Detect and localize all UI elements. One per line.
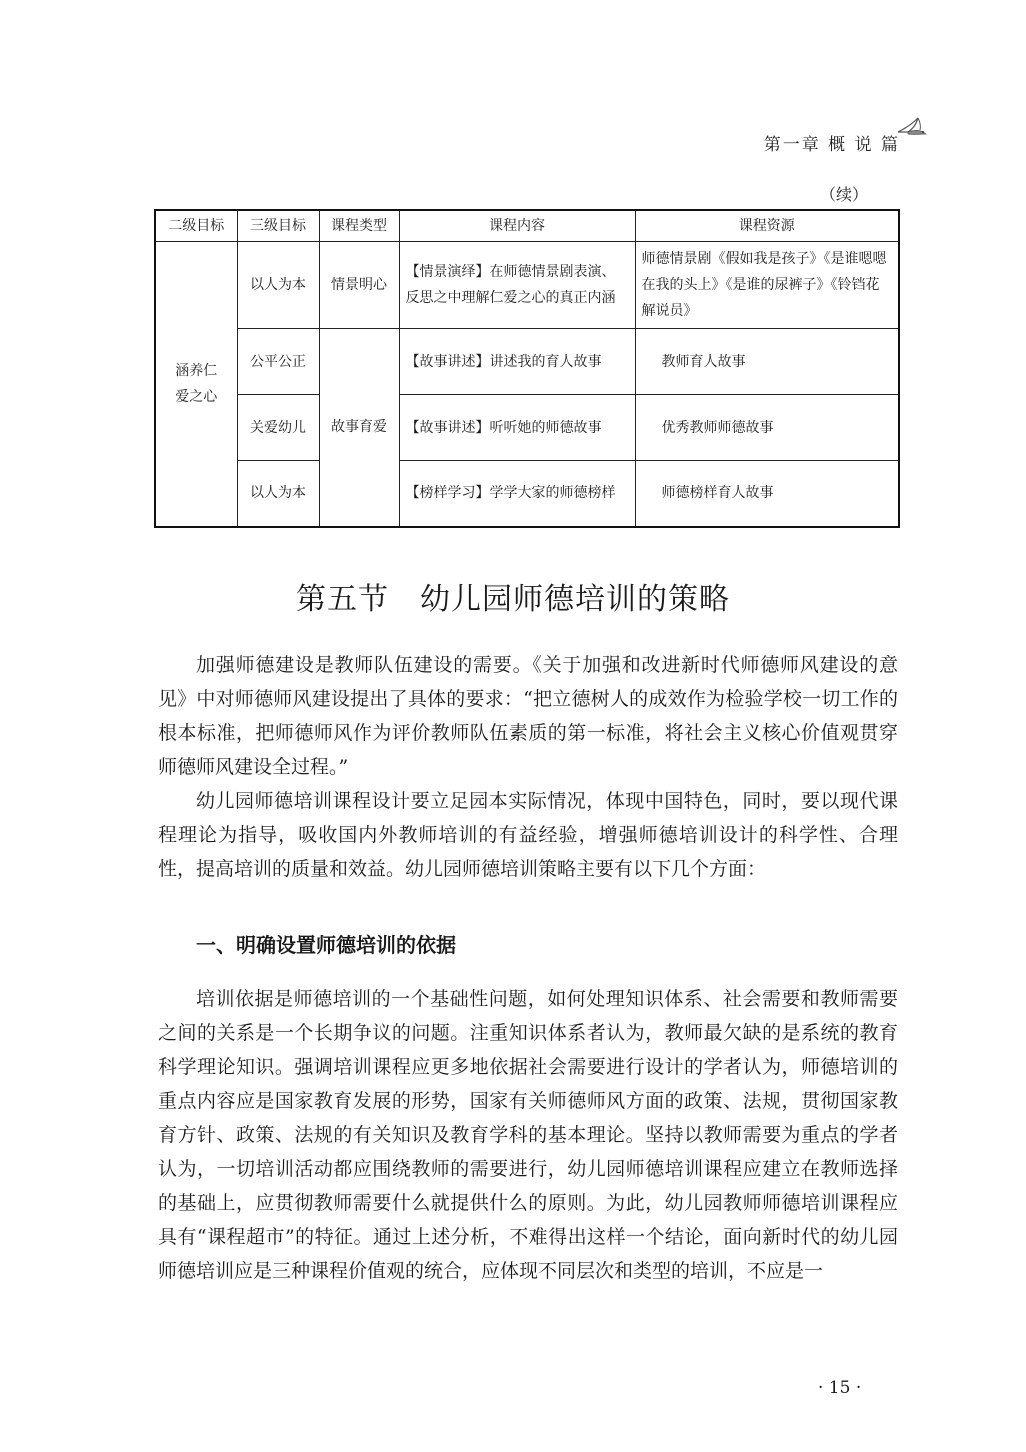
course-resource-cell: 优秀教师师德故事 xyxy=(635,395,899,461)
level3-goal-cell: 以人为本 xyxy=(237,461,319,527)
course-content-cell: 【故事讲述】听听她的师德故事 xyxy=(399,395,635,461)
course-type-cell: 情景明心 xyxy=(319,242,399,329)
paragraph: 幼儿园师德培训课程设计要立足园本实际情况，体现中国特色，同时，要以现代课程理论为指导，吸收国内外教师培训的有益经验，增强师德培训设计的科学性、合理性，提高培训的质量和效益。幼儿园师德培训策略主要有以下几个方面： xyxy=(158,790,898,880)
table-continued-mark: （续） xyxy=(820,185,869,204)
intro-text xyxy=(158,648,898,886)
level3-goal-cell: 公平公正 xyxy=(237,329,319,395)
subsection-text xyxy=(158,982,898,1288)
paragraph: 加强师德建设是教师队伍建设的需要。《关于加强和改进新时代师德师风建设的意见》中对师德师风建设提出了具体的要求：“把立德树人的成效作为检验学校一切工作的根本标准，把师德师风作为评价教师队伍素质的第一标准，将社会主义核心价值观贯穿师德师风建设全过程。” xyxy=(158,654,898,778)
table-header-row xyxy=(155,210,899,242)
section-title: 第五节 幼儿园师德培训的策略 xyxy=(296,582,730,617)
course-table xyxy=(154,209,900,528)
table-row xyxy=(155,461,899,527)
table-row xyxy=(155,329,899,395)
course-content-cell: 【故事讲述】讲述我的育人故事 xyxy=(399,329,635,395)
table-header-cell: 二级目标 xyxy=(155,210,237,242)
table-header-cell: 课程资源 xyxy=(635,210,899,242)
subsection-title: 一、明确设置师德培训的依据 xyxy=(196,933,456,957)
bird-icon xyxy=(896,112,928,142)
course-type-cell: 故事育爱 xyxy=(319,329,399,527)
table-row xyxy=(155,242,899,329)
course-resource-cell: 教师育人故事 xyxy=(635,329,899,395)
course-resource-cell: 师德情景剧《假如我是孩子》《是谁嗯嗯在我的头上》《是谁的尿裤子》《铃铛花解说员》 xyxy=(635,242,899,329)
level3-goal-cell: 关爱幼儿 xyxy=(237,395,319,461)
table-row xyxy=(155,395,899,461)
chapter-title: 第一章 概 说 篇 xyxy=(763,135,900,155)
level2-goal-cell: 涵养仁爱之心 xyxy=(155,242,237,527)
course-resource-cell: 师德榜样育人故事 xyxy=(635,461,899,527)
page-number: · 15 · xyxy=(818,1378,862,1398)
table-header-cell: 课程内容 xyxy=(399,210,635,242)
course-content-cell: 【榜样学习】学学大家的师德榜样 xyxy=(399,461,635,527)
table-header-cell: 课程类型 xyxy=(319,210,399,242)
level3-goal-cell: 以人为本 xyxy=(237,242,319,329)
running-head xyxy=(700,112,930,162)
paragraph: 培训依据是师德培训的一个基础性问题，如何处理知识体系、社会需要和教师需要之间的关系是一个长期争议的问题。注重知识体系者认为，教师最欠缺的是系统的教育科学理论知识。强调培训课程应更多地依据社会需要进行设计的学者认为，师德培训的重点内容应是国家教育发展的形势，国家有关师德师风方面的政策、法规，贯彻国家教育方针、政策、法规的有关知识及教育学科的基本理论。坚持以教师需要为重点的学者认为，一切培训活动都应围绕教师的需要进行，幼儿园师德培训课程应建立在教师选择的基础上，应贯彻教师需要什么就提供什么的原则。为此，幼儿园教师师德培训课程应具有“课程超市”的特征。通过上述分析，不难得出这样一个结论，面向新时代的幼儿园师德培训应是三种课程价值观的统合，应体现不同层次和类型的培训，不应是一 xyxy=(158,988,898,1282)
course-content-cell: 【情景演绎】在师德情景剧表演、反思之中理解仁爱之心的真正内涵 xyxy=(399,242,635,329)
table-header-cell: 三级目标 xyxy=(237,210,319,242)
